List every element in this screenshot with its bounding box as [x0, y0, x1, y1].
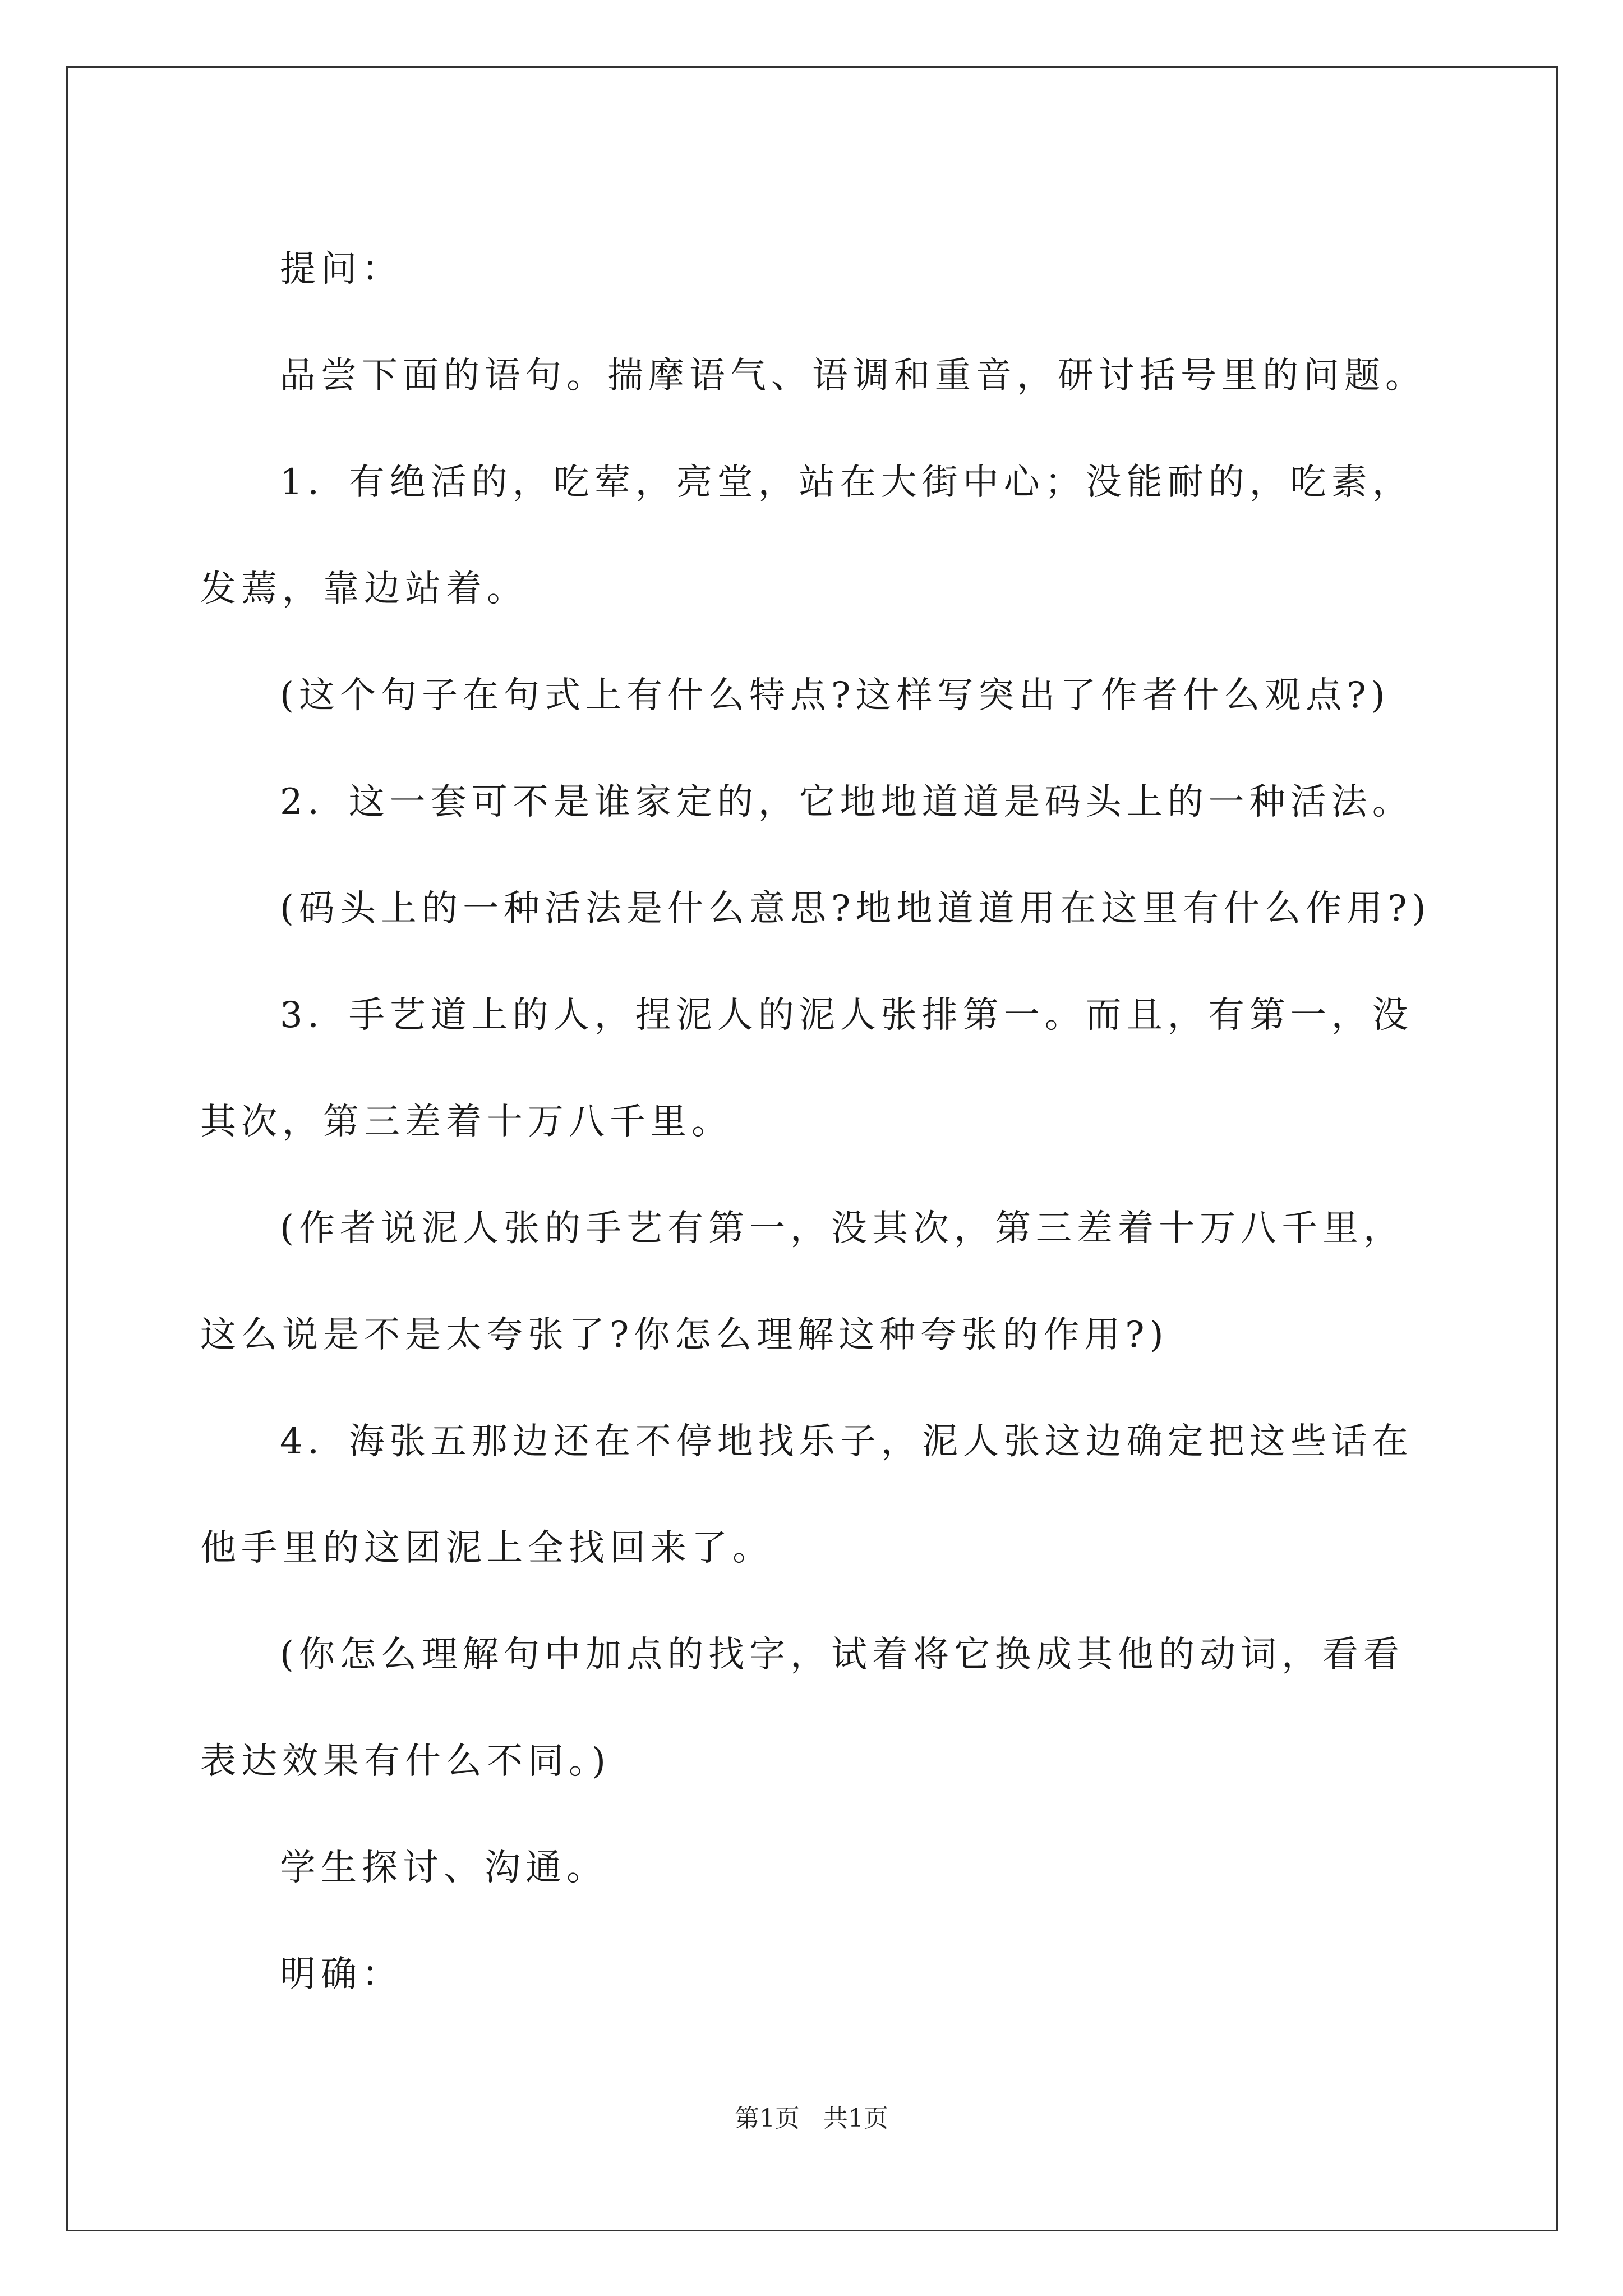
paragraph-question-2: (码头上的一种活法是什么意思?地地道道用在这里有什么作用?)	[280, 888, 1431, 930]
page-number-total: 共1页	[823, 2104, 888, 2133]
paragraph-discussion: 学生探讨、沟通。	[280, 1847, 607, 1889]
paragraph-item-2: 2．这一套可不是谁家定的，它地地道道是码头上的一种活法。	[280, 781, 1413, 823]
paragraph-question-1: (这个句子在句式上有什么特点?这样写突出了作者什么观点?)	[280, 675, 1390, 716]
paragraph-item-4: 4．海张五那边还在不停地找乐子，泥人张这边确定把这些话在他手里的这团泥上全找回来了。	[200, 1421, 1413, 1569]
document-body	[200, 216, 1434, 2028]
paragraph-instruction: 品尝下面的语句。揣摩语气、语调和重音，研讨括号里的问题。	[280, 355, 1426, 397]
page-number-current: 第1页	[735, 2104, 800, 2133]
paragraph-item-3: 3．手艺道上的人，捏泥人的泥人张排第一。而且，有第一，没其次，第三差着十万八千里。	[200, 995, 1413, 1143]
paragraph-item-1: 1．有绝活的，吃荤，亮堂，站在大街中心；没能耐的，吃素，发蔫，靠边站着。	[200, 462, 1413, 610]
paragraph-question-3: (作者说泥人张的手艺有第一，没其次，第三差着十万八千里，这么说是不是太夸张了?你怎么理解这种夸张的作用?)	[200, 1208, 1404, 1356]
page-footer	[0, 2098, 1623, 2134]
paragraph-conclusion: 明确：	[280, 1954, 403, 1995]
paragraph-prompt: 提问：	[280, 249, 403, 290]
paragraph-question-4: (你怎么理解句中加点的找字，试着将它换成其他的动词，看看表达效果有什么不同。)	[200, 1634, 1404, 1782]
